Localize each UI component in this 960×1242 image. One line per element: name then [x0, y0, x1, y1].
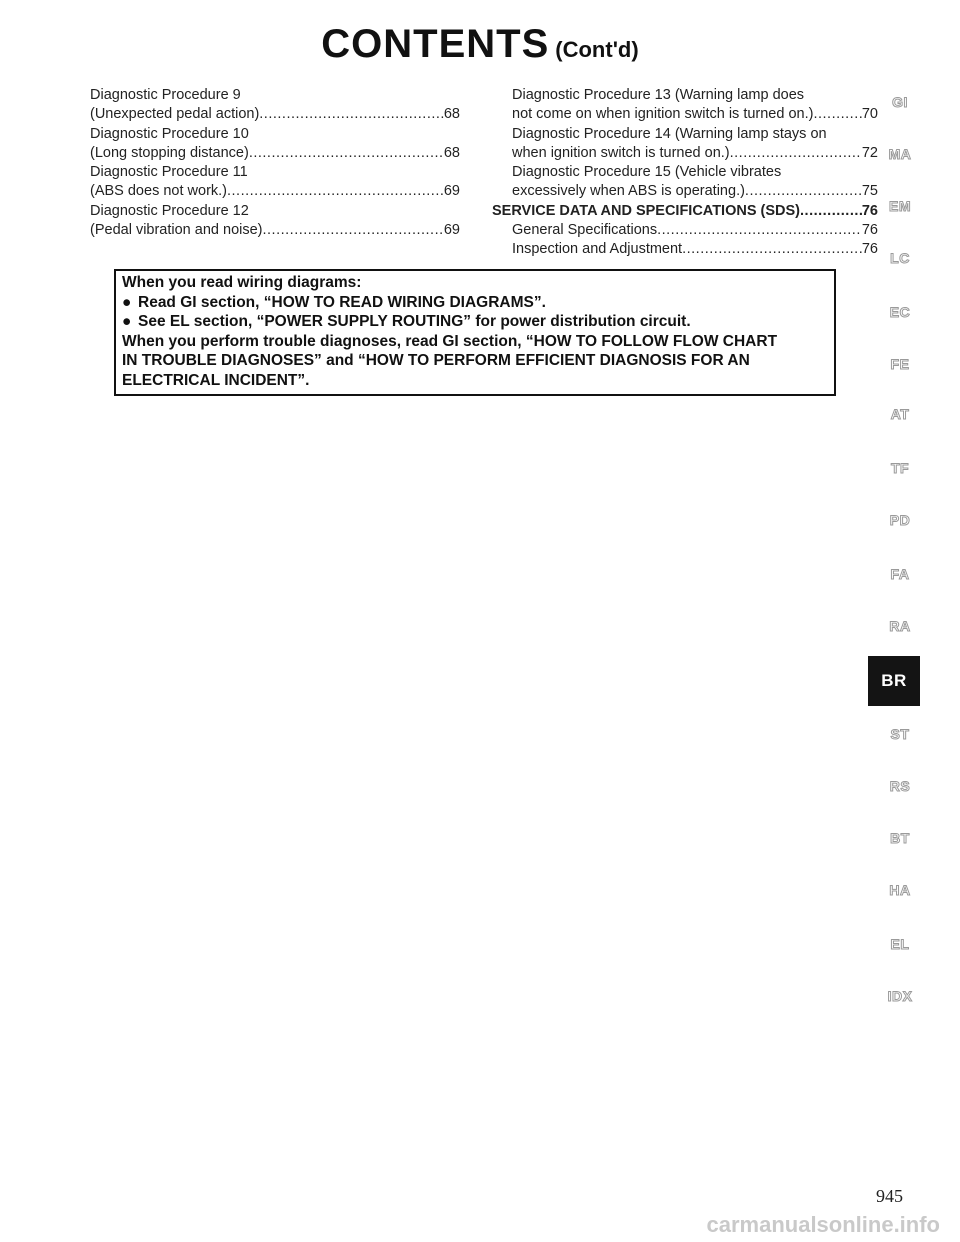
notice-bullet: ● Read GI section, “HOW TO READ WIRING DIAGRAMS”. — [122, 293, 546, 311]
notice-line: ELECTRICAL INCIDENT”. — [122, 371, 310, 389]
section-tab-br-active[interactable]: BR — [868, 656, 920, 706]
section-tab-ha[interactable]: HA — [889, 882, 911, 898]
toc-entry[interactable]: not come on when ignition switch is turned on.) ..... 70 — [492, 105, 878, 124]
notice-line: When you perform trouble diagnoses, read GI section, “HOW TO FOLLOW FLOW CHART — [122, 332, 778, 350]
page-title — [0, 22, 960, 67]
toc-section-heading[interactable]: SERVICE DATA AND SPECIFICATIONS (SDS) ..... 76 — [492, 202, 878, 221]
toc-left-column — [90, 86, 460, 240]
section-tab-idx[interactable]: IDX — [887, 988, 913, 1004]
watermark: carmanualsonline.info — [706, 1212, 940, 1237]
notice-line: When you read wiring diagrams: — [122, 274, 362, 291]
toc-page-number: 69 — [443, 183, 460, 200]
section-tab-tf[interactable]: TF — [890, 460, 910, 476]
section-tab-pd[interactable]: PD — [889, 512, 911, 528]
toc-page-number: 75 — [861, 183, 878, 200]
section-tab-bt[interactable]: BT — [890, 830, 910, 846]
page-number: 945 — [876, 1186, 903, 1206]
section-tab-ec[interactable]: EC — [889, 304, 911, 320]
toc-page-number: 68 — [443, 106, 460, 123]
toc-entry[interactable]: Diagnostic Procedure 15 (Vehicle vibrates — [512, 164, 782, 181]
section-tab-at[interactable]: AT — [890, 406, 910, 422]
toc-page-number: 70 — [861, 106, 878, 123]
toc-page-number: 76 — [861, 222, 878, 239]
toc-entry[interactable]: excessively when ABS is operating.) ..... 75 — [492, 182, 878, 201]
section-tab-em[interactable]: EM — [889, 198, 911, 214]
title-subtitle: (Cont'd) — [555, 37, 639, 62]
section-tab-ma[interactable]: MA — [888, 146, 912, 162]
section-tab-gi[interactable]: GI — [892, 94, 908, 110]
wiring-diagram-notice — [114, 269, 836, 396]
toc-right-column — [492, 86, 878, 260]
section-tab-el[interactable]: EL — [890, 936, 910, 952]
section-tab-fa[interactable]: FA — [890, 566, 910, 582]
toc-entry[interactable]: (Unexpected pedal action) ..... 68 — [90, 105, 460, 124]
toc-entry[interactable]: General Specifications ..... 76 — [492, 221, 878, 240]
toc-entry[interactable]: Diagnostic Procedure 10 — [90, 125, 249, 142]
notice-line: IN TROUBLE DIAGNOSES” and “HOW TO PERFORM EFFICIENT DIAGNOSIS FOR AN — [122, 352, 750, 370]
bullet-icon: ● — [122, 313, 132, 331]
bullet-icon: ● — [122, 293, 132, 311]
toc-entry[interactable]: Diagnostic Procedure 9 — [90, 87, 241, 103]
toc-entry[interactable]: Diagnostic Procedure 12 — [90, 202, 249, 219]
toc-entry[interactable]: Inspection and Adjustment ..... 76 — [492, 240, 878, 259]
toc-page-number: 72 — [861, 144, 878, 161]
section-tab-ra[interactable]: RA — [889, 618, 911, 634]
toc-page-number: 69 — [443, 222, 460, 239]
toc-entry[interactable]: (Long stopping distance) ..... 68 — [90, 144, 460, 163]
toc-page-number: 76 — [861, 202, 878, 219]
toc-page-number: 68 — [443, 144, 460, 161]
notice-bullet: ● See EL section, “POWER SUPPLY ROUTING” for power distribution circuit. — [122, 313, 691, 331]
toc-entry[interactable]: Diagnostic Procedure 14 (Warning lamp stays on — [512, 125, 827, 142]
toc-page-number: 76 — [861, 241, 878, 258]
section-tab-fe[interactable]: FE — [890, 356, 910, 372]
toc-entry[interactable]: Diagnostic Procedure 11 — [90, 164, 248, 181]
toc-entry[interactable]: when ignition switch is turned on.) ..... 72 — [492, 144, 878, 163]
section-tab-rs[interactable]: RS — [889, 778, 911, 794]
section-tab-lc[interactable]: LC — [890, 250, 910, 266]
toc-entry[interactable]: Diagnostic Procedure 13 (Warning lamp does — [512, 87, 805, 103]
title-text: CONTENTS — [321, 22, 550, 66]
toc-entry[interactable]: (Pedal vibration and noise) ..... 69 — [90, 221, 460, 240]
toc-entry[interactable]: (ABS does not work.) ..... 69 — [90, 182, 460, 201]
section-tab-st[interactable]: ST — [890, 726, 910, 742]
